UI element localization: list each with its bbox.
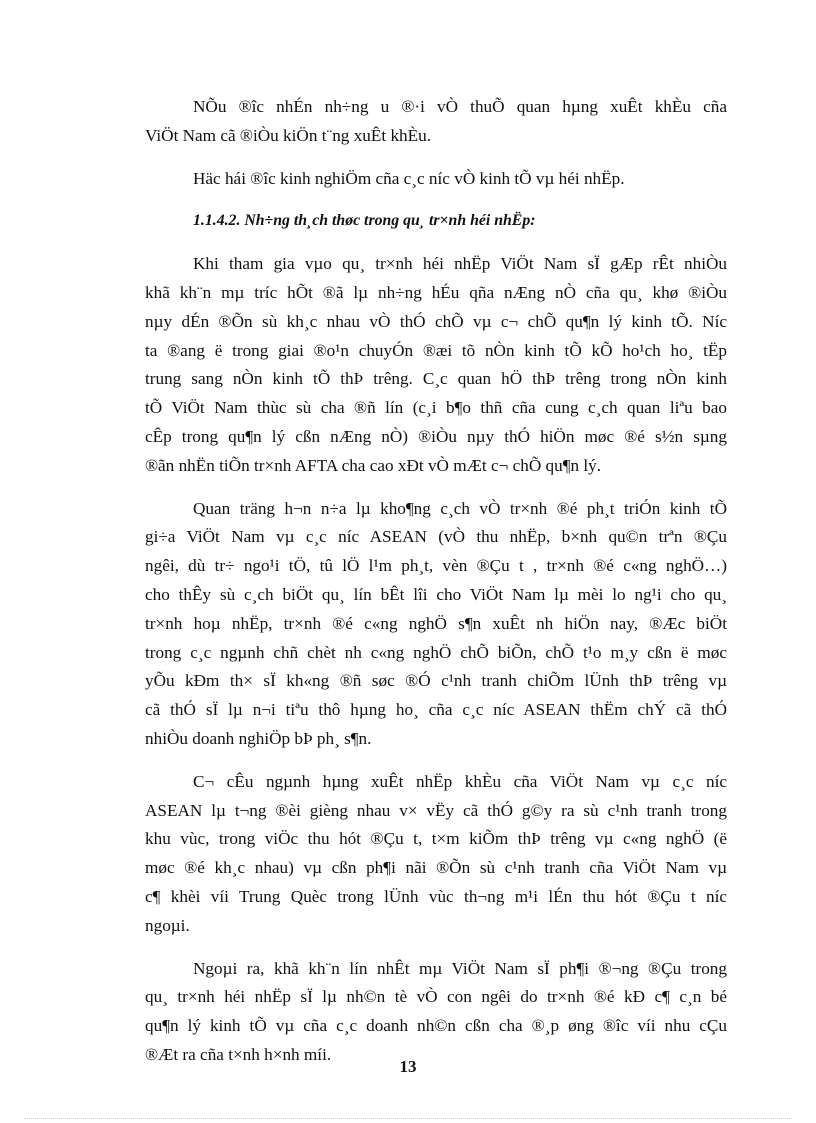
paragraph-line: trong c¸c ngµnh chñ chèt nh c«ng nghÖ chÕ biÕn, chÕ t¹o m¸y cßn ë møc: [145, 642, 727, 662]
paragraph-line: c¶ khèi víi Trung Quèc trong lÜnh vùc th¬ng m¹i lÉn thu hót ®Çu t níc: [145, 886, 727, 906]
paragraph-line: trung sang nÒn kinh tÕ thÞ trêng. C¸c quan hÖ thÞ trêng trong nÒn kinh: [145, 369, 727, 389]
paragraph-line: qu¶n lý kinh tÕ vµ cña c¸c doanh nh©n cßn cha ®¸p øng ®îc víi nhu cÇu: [145, 1016, 727, 1036]
paragraph-line: khu vùc, trong viÖc thu hót ®Çu t, t×m kiÕm thÞ trêng vµ c«ng nghÖ (ë: [145, 829, 727, 849]
document-body: [145, 93, 727, 1084]
paragraph-line: nhiÒu doanh nghiÖp bÞ ph¸ s¶n.: [145, 728, 372, 748]
paragraph-line: ta ®ang ë trong giai ®o¹n chuyÓn ®æi tõ nÒn kinh tÕ kÕ ho¹ch ho¸ tËp: [145, 340, 727, 360]
paragraph-line: møc ®é kh¸c nhau) vµ cßn ph¶i nãi ®Õn sù c¹nh tranh cña ViÖt Nam vµ: [145, 858, 727, 878]
paragraph-line: tÕ ViÖt Nam thùc sù cha ®ñ lín (c¸i b¶o thñ cña cung c¸ch quan liªu bao: [145, 398, 727, 418]
paragraph-line: tr×nh hoµ nhËp, tr×nh ®é c«ng nghÖ s¶n xuÊt nh hiÖn nay, ®Æc biÖt: [145, 613, 727, 633]
page-bottom-rule: [24, 1118, 792, 1119]
paragraph-line: C¬ cÊu ngµnh hµng xuÊt nhËp khÈu cña ViÖt Nam vµ c¸c níc: [193, 771, 727, 791]
paragraph: [145, 165, 727, 194]
paragraph: [145, 250, 727, 480]
paragraph-line: ®Æt ra cña t×nh h×nh míi.: [145, 1044, 332, 1064]
paragraph: [145, 93, 727, 151]
paragraph-line: cho thÊy sù c¸ch biÖt qu¸ lín bÊt lîi cho ViÖt Nam lµ mèi lo ng¹i cho qu¸: [145, 584, 727, 604]
paragraph-line: yÕu kÐm th× sÏ kh«ng ®ñ søc ®Ó c¹nh tranh chiÕm lÜnh thÞ trêng vµ: [145, 671, 727, 691]
paragraph-line: Ngoµi ra, khã kh¨n lín nhÊt mµ ViÖt Nam sÏ ph¶i ®¬ng ®Çu trong: [193, 958, 727, 978]
paragraph-line: ASEAN lµ t¬ng ®èi gièng nhau v× vËy cã thÓ g©y ra sù c¹nh tranh trong: [145, 800, 727, 820]
paragraph-line: Quan träng h¬n n÷a lµ kho¶ng c¸ch vÒ tr×nh ®é ph¸t triÓn kinh tÕ: [193, 498, 727, 518]
paragraph-line: cã thÓ sÏ lµ n¬i tiªu thô hµng ho¸ cña c¸c níc ASEAN thËm chÝ cã thÓ: [145, 700, 727, 720]
paragraph-line: qu¸ tr×nh héi nhËp sÏ lµ nh©n tè vÒ con ngêi do tr×nh ®é kÐ c¶ c¸n bé: [145, 987, 727, 1007]
paragraph-line: ®ãn nhËn tiÕn tr×nh AFTA cha cao xÐt vÒ mÆt c¬ chÕ qu¶n lý.: [145, 455, 602, 475]
section-heading: [145, 207, 727, 236]
paragraph-line: gi÷a ViÖt Nam vµ c¸c níc ASEAN (vÒ thu nhËp, b×nh qu©n trªn ®Çu: [145, 527, 727, 547]
paragraph: [145, 768, 727, 941]
paragraph-line: 1.1.4.2. Nh÷ng th¸ch thøc trong qu¸ tr×nh héi nhËp:: [193, 212, 536, 230]
paragraph-line: ngoµi.: [145, 915, 190, 935]
paragraph-line: nµy dÉn ®Õn sù kh¸c nhau vÒ thÓ chÕ vµ c¬ chÕ qu¶n lý kinh tÕ. Níc: [145, 311, 727, 331]
paragraph-line: Khi tham gia vµo qu¸ tr×nh héi nhËp ViÖt Nam sÏ gÆp rÊt nhiÒu: [193, 254, 727, 274]
paragraph: [145, 955, 727, 1070]
paragraph-line: Häc hái ®îc kinh nghiÖm cña c¸c níc vÒ kinh tÕ vµ héi nhËp.: [193, 168, 625, 188]
paragraph-line: khã kh¨n mµ tríc hÕt ®ã lµ nh÷ng hÉu qña nÆng nÒ cña qu¸ khø ®iÒu: [145, 282, 727, 302]
paragraph-line: ViÖt Nam cã ®iÒu kiÖn t¨ng xuÊt khÈu.: [145, 125, 432, 145]
paragraph: [145, 495, 727, 754]
paragraph-line: NÕu ®îc nhÉn nh÷ng u ®·i vÒ thuÕ quan hµng xuÊt khÈu cña: [193, 97, 727, 116]
paragraph-line: ngêi, dù tr÷ ngo¹i tÖ, tû lÖ l¹m ph¸t, vèn ®Çu t , tr×nh ®é c«ng nghÖ…): [145, 556, 727, 576]
paragraph-line: cÊp trong qu¶n lý cßn nÆng nÒ) ®iÒu nµy thÓ hiÖn møc ®é s½n sµng: [145, 426, 727, 446]
page-number: 13: [399, 1057, 417, 1076]
